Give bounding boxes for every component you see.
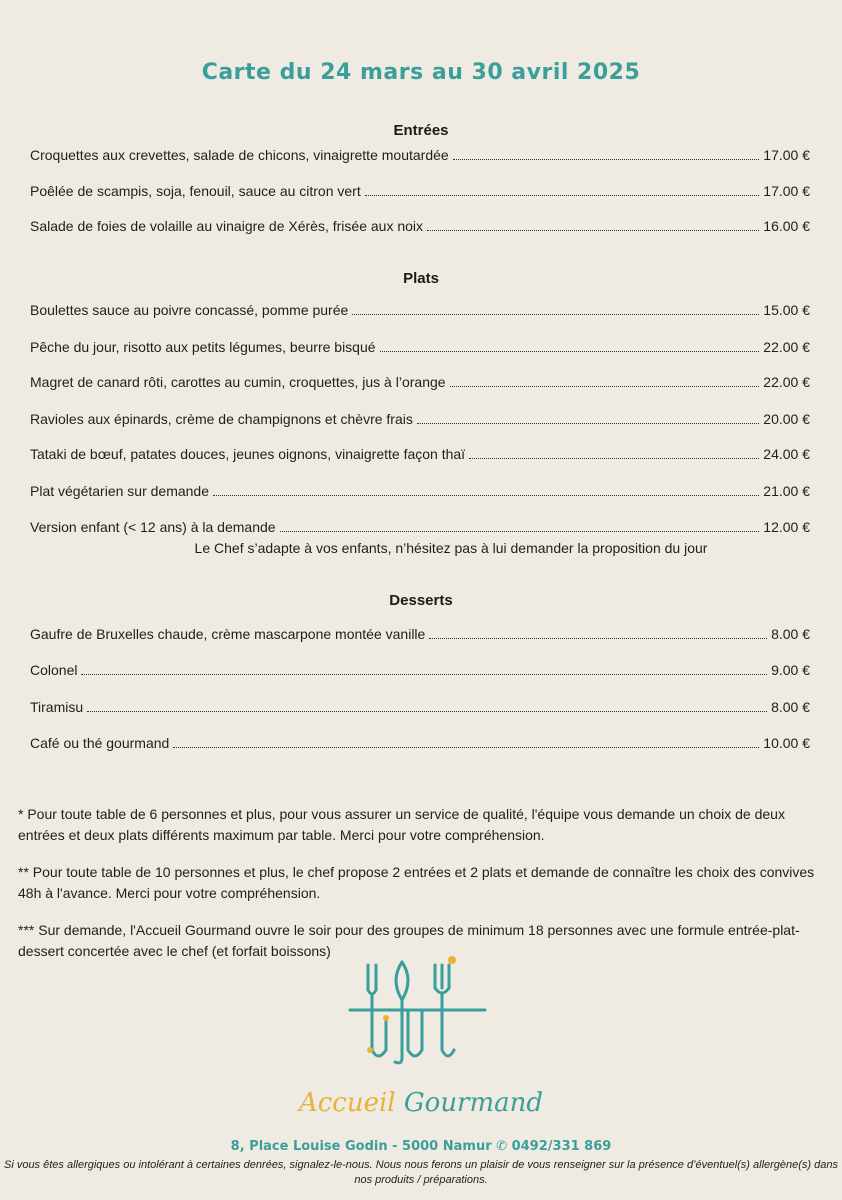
address-line — [0, 1139, 842, 1154]
phone-icon: ✆ — [496, 1139, 508, 1154]
leader-dots — [365, 194, 760, 196]
menu-item — [30, 626, 810, 646]
item-price: 15.00 € — [763, 302, 810, 318]
item-price: 22.00 € — [763, 374, 810, 390]
menu-item — [30, 147, 810, 167]
item-price: 17.00 € — [763, 183, 810, 199]
item-name: Café ou thé gourmand — [30, 735, 170, 751]
leader-dots — [429, 637, 767, 639]
item-name: Pêche du jour, risotto aux petits légumes, beurre bisqué — [30, 339, 376, 355]
footnote-1: * Pour toute table de 6 personnes et plus, pour vous assurer un service de qualité, l'équipe vous demande un choix de deux entrées et deux plats différents maximum par table. Merci pour votre compréhension. — [18, 806, 785, 843]
street-address: 8, Place Louise Godin - 5000 Namur — [230, 1139, 492, 1154]
item-name: Tataki de bœuf, patates douces, jeunes oignons, vinaigrette façon thaï — [30, 446, 466, 462]
children-note: Le Chef s’adapte à vos enfants, n’hésitez pas à lui demander la proposition du jour — [194, 540, 708, 556]
leader-dots — [453, 158, 760, 160]
cutlery-logo-icon — [340, 950, 500, 1070]
leader-dots — [450, 385, 760, 387]
section-title-desserts: Desserts — [389, 592, 453, 609]
leader-dots — [352, 313, 759, 315]
item-price: 8.00 € — [771, 699, 810, 715]
item-name: Colonel — [30, 662, 78, 678]
brand-word-2: Gourmand — [403, 1088, 544, 1118]
leader-dots — [380, 350, 760, 352]
item-price: 17.00 € — [763, 147, 810, 163]
item-name: Version enfant (< 12 ans) à la demande — [30, 519, 276, 535]
menu-item — [30, 183, 810, 203]
menu-item — [30, 735, 810, 755]
leader-dots — [469, 457, 759, 459]
menu-item — [30, 519, 810, 539]
leader-dots — [81, 673, 767, 675]
brand-name — [0, 1088, 842, 1118]
menu-item — [30, 218, 810, 238]
footnote-3: *** Sur demande, l'Accueil Gourmand ouvre le soir pour des groupes de minimum 18 personnes avec une formule entrée-plat-dessert concertée avec le chef (et forfait boissons) — [18, 922, 800, 959]
leader-dots — [173, 746, 759, 748]
item-price: 8.00 € — [771, 626, 810, 642]
menu-item — [30, 446, 810, 466]
menu-item — [30, 302, 810, 322]
item-price: 20.00 € — [763, 411, 810, 427]
item-price: 22.00 € — [763, 339, 810, 355]
phone-number: 0492/331 869 — [511, 1139, 612, 1154]
brand-word-1: Accueil — [298, 1088, 396, 1118]
menu-title: Carte du 24 mars au 30 avril 2025 — [201, 60, 641, 85]
menu-item — [30, 699, 810, 719]
leader-dots — [427, 229, 759, 231]
leader-dots — [280, 530, 760, 532]
item-price: 12.00 € — [763, 519, 810, 535]
item-name: Boulettes sauce au poivre concassé, pomme purée — [30, 302, 349, 318]
item-name: Salade de foies de volaille au vinaigre de Xérès, frisée aux noix — [30, 218, 424, 234]
menu-item — [30, 374, 810, 394]
leader-dots — [87, 710, 767, 712]
leader-dots — [213, 494, 759, 496]
item-name: Magret de canard rôti, carottes au cumin, croquettes, jus à l’orange — [30, 374, 446, 390]
section-title-entrees: Entrées — [393, 122, 449, 139]
menu-item — [30, 411, 810, 431]
menu-item — [30, 662, 810, 682]
item-price: 21.00 € — [763, 483, 810, 499]
item-name: Gaufre de Bruxelles chaude, crème mascarpone montée vanille — [30, 626, 426, 642]
menu-item — [30, 339, 810, 359]
item-name: Tiramisu — [30, 699, 84, 715]
item-price: 10.00 € — [763, 735, 810, 751]
menu-item — [30, 483, 810, 503]
item-price: 24.00 € — [763, 446, 810, 462]
item-price: 16.00 € — [763, 218, 810, 234]
item-name: Poêlée de scampis, soja, fenouil, sauce au citron vert — [30, 183, 361, 199]
leader-dots — [417, 422, 759, 424]
section-title-plats: Plats — [403, 270, 439, 287]
item-name: Plat végétarien sur demande — [30, 483, 209, 499]
item-name: Ravioles aux épinards, crème de champignons et chèvre frais — [30, 411, 413, 427]
allergy-notice: Si vous êtes allergiques ou intolérant à certaines denrées, signalez-le-nous. Nous nous ferons un plaisir de vous renseigner sur la présence d’éventuel(s) allergène(s) dans nos produits / préparations. — [3, 1159, 839, 1186]
item-price: 9.00 € — [771, 662, 810, 678]
item-name: Croquettes aux crevettes, salade de chicons, vinaigrette moutardée — [30, 147, 449, 163]
footnote-2: ** Pour toute table de 10 personnes et plus, le chef propose 2 entrées et 2 plats et demande de connaître les choix des convives 48h à l'avance. Merci pour votre compréhension. — [18, 864, 815, 901]
